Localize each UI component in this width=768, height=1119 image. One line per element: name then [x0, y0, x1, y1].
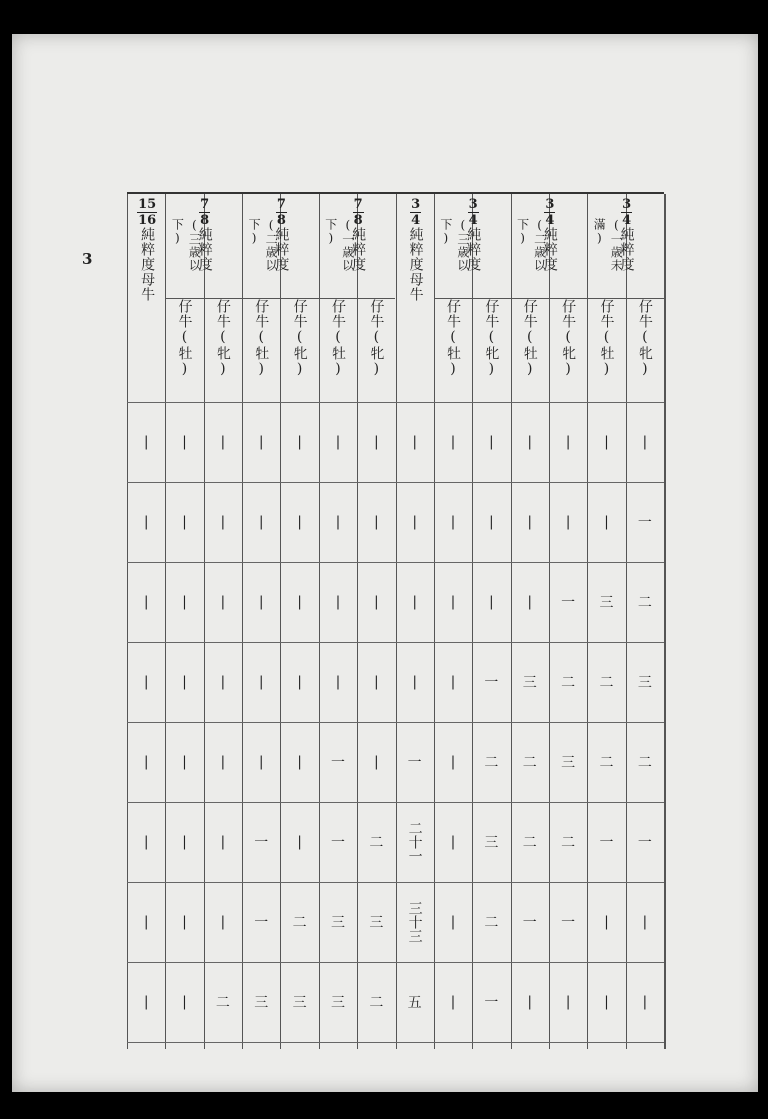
- table-cell: |: [182, 914, 187, 930]
- column-group-header: [587, 198, 665, 296]
- table-cell: |: [489, 434, 494, 450]
- table-cell: 二: [292, 915, 307, 931]
- sub-column-label: 仔牛(牝): [560, 299, 577, 378]
- table-cell: |: [297, 514, 302, 530]
- table-cell: |: [373, 674, 379, 690]
- fraction-numerator: 3: [545, 197, 555, 212]
- table-cell: 三: [484, 835, 499, 851]
- table-cell: |: [335, 594, 341, 610]
- sub-column-label: 仔牛(牡): [329, 299, 346, 378]
- table-cell: 一: [561, 915, 576, 931]
- column-group-header: [319, 198, 397, 296]
- table-cell: |: [297, 834, 302, 850]
- sub-column-header: [242, 298, 280, 395]
- fraction-numerator: 3: [411, 197, 421, 212]
- table-cell: 三: [561, 755, 576, 771]
- age-note: (二歳以下): [515, 218, 547, 272]
- table-cell: |: [220, 594, 226, 610]
- statistics-table: [127, 192, 664, 1049]
- sub-column-header: [626, 298, 664, 395]
- purity-label: 純粹度: [541, 227, 558, 272]
- age-note: (一歳未滿): [592, 218, 624, 272]
- table-cell: |: [297, 754, 302, 770]
- table-cell: 二: [561, 675, 576, 691]
- fraction-numerator: 7: [200, 197, 210, 212]
- table-cell: |: [604, 994, 609, 1010]
- table-cell: 一: [522, 915, 537, 931]
- table-cell: |: [258, 514, 264, 530]
- table-cell: 一: [637, 515, 652, 531]
- column-group-header: [127, 198, 166, 398]
- table-cell: |: [373, 754, 379, 770]
- table-cell: |: [412, 514, 418, 530]
- table-cell: |: [527, 514, 533, 530]
- fraction-denominator: 16: [138, 213, 157, 228]
- table-cell: |: [143, 434, 149, 450]
- purity-label: 純粹度: [273, 227, 290, 272]
- table-cell: |: [258, 594, 264, 610]
- fraction-numerator: 15: [138, 197, 157, 212]
- age-note: (一歳以下): [323, 218, 355, 272]
- table-cell: 二: [484, 915, 499, 931]
- table-cell: 二: [522, 835, 537, 851]
- fraction-numerator: 7: [353, 197, 363, 212]
- column-group-header: [434, 198, 512, 296]
- table-cell: |: [143, 514, 149, 530]
- table-cell: |: [143, 754, 149, 770]
- table-cell: |: [258, 434, 264, 450]
- fraction-numerator: 7: [276, 197, 286, 212]
- table-cell: 三: [254, 995, 269, 1011]
- sub-column-header: [434, 298, 472, 395]
- column-group-header: [242, 198, 320, 296]
- table-cell: |: [527, 594, 533, 610]
- table-cell: |: [642, 914, 648, 930]
- table-cell: 二: [599, 675, 614, 691]
- age-note: (二歳以下): [247, 218, 279, 272]
- table-cell: |: [565, 514, 571, 530]
- table-cell: |: [220, 434, 226, 450]
- table-cell: 一: [330, 835, 345, 851]
- table-cell: 三: [330, 995, 345, 1011]
- table-cell: |: [565, 434, 571, 450]
- table-cell: 一: [254, 915, 269, 931]
- row-rule: [127, 1042, 664, 1043]
- fraction-denominator: 4: [411, 213, 421, 228]
- table-cell: |: [604, 914, 609, 930]
- table-cell: |: [604, 434, 609, 450]
- sub-column-label: 仔牛(牝): [291, 299, 308, 378]
- table-cell: |: [335, 434, 341, 450]
- purity-label: 純粹度: [618, 227, 635, 272]
- table-cell: |: [373, 434, 379, 450]
- sub-column-header: [319, 298, 357, 395]
- table-cell: |: [143, 594, 149, 610]
- table-cell: |: [335, 514, 341, 530]
- sub-column-label: 仔牛(牡): [598, 299, 615, 378]
- table-cell: |: [450, 914, 456, 930]
- table-cell: |: [565, 994, 571, 1010]
- sub-column-header: [357, 298, 395, 395]
- table-cell: |: [450, 994, 456, 1010]
- table-cell: |: [642, 994, 648, 1010]
- document-page: [12, 34, 758, 1092]
- table-cell: 二: [369, 995, 384, 1011]
- fraction-denominator: 8: [276, 213, 286, 228]
- fraction-denominator: 8: [200, 213, 210, 228]
- table-cell: |: [297, 434, 302, 450]
- table-cell: |: [220, 674, 226, 690]
- table-cell: |: [527, 434, 533, 450]
- fraction-denominator: 4: [545, 213, 555, 228]
- table-cell: 二: [599, 755, 614, 771]
- table-cell: |: [373, 514, 379, 530]
- table-cell: |: [297, 594, 302, 610]
- purity-label: 純粹度: [350, 227, 367, 272]
- table-cell: |: [182, 754, 187, 770]
- table-cell: |: [143, 674, 149, 690]
- table-cell: 三: [330, 915, 345, 931]
- sub-column-header: [204, 298, 242, 395]
- table-cell: 一: [484, 675, 499, 691]
- table-cell: |: [143, 994, 149, 1010]
- table-cell: |: [412, 674, 418, 690]
- table-cell: 二: [637, 755, 652, 771]
- fraction-denominator: 4: [468, 213, 478, 228]
- table-cell: |: [450, 834, 456, 850]
- sub-column-header: [165, 298, 203, 395]
- table-cell: |: [450, 674, 456, 690]
- column-rule: [664, 194, 666, 1049]
- table-cell: 一: [561, 595, 576, 611]
- sub-column-header: [549, 298, 587, 395]
- fraction-numerator: 3: [468, 197, 478, 212]
- sub-column-header: [511, 298, 549, 395]
- table-cell: 三: [599, 595, 614, 611]
- fraction-numerator: 3: [622, 197, 632, 212]
- table-cell: |: [489, 594, 494, 610]
- table-cell: |: [373, 594, 379, 610]
- table-cell: |: [182, 514, 187, 530]
- age-note: (三歳以下): [438, 218, 470, 272]
- table-cell: 一: [330, 755, 345, 771]
- column-group-header: [165, 198, 243, 296]
- table-cell: 一: [599, 835, 614, 851]
- table-cell: 一: [254, 835, 269, 851]
- table-cell: 三: [369, 915, 384, 931]
- table-cell: 二: [369, 835, 384, 851]
- purity-label: 純粹度母牛: [407, 227, 424, 302]
- table-cell: 一: [637, 835, 652, 851]
- table-cell: 三: [292, 995, 307, 1011]
- column-group-header: [396, 198, 435, 398]
- table-cell: |: [182, 834, 187, 850]
- table-cell: 一: [484, 995, 499, 1011]
- purity-fraction: [137, 198, 157, 227]
- table-cell: |: [258, 754, 264, 770]
- table-cell: |: [527, 994, 533, 1010]
- table-cell: |: [297, 674, 302, 690]
- table-cell: |: [604, 514, 609, 530]
- sub-column-label: 仔牛(牡): [253, 299, 270, 378]
- table-cell: |: [143, 914, 149, 930]
- sub-column-label: 仔牛(牡): [521, 299, 538, 378]
- table-cell: 二: [215, 995, 230, 1011]
- sub-column-header: [280, 298, 318, 395]
- table-cell: |: [220, 514, 226, 530]
- table-cell: 三: [522, 675, 537, 691]
- sub-column-label: 仔牛(牝): [368, 299, 385, 378]
- sub-column-label: 仔牛(牝): [214, 299, 231, 378]
- table-cell: |: [220, 914, 226, 930]
- table-cell: 三: [637, 675, 652, 691]
- table-cell: |: [412, 594, 418, 610]
- table-cell: |: [220, 834, 226, 850]
- table-cell: 二: [637, 595, 652, 611]
- table-cell: 二: [522, 755, 537, 771]
- sub-column-label: 仔牛(牡): [445, 299, 462, 378]
- purity-label: 純粹度: [465, 227, 482, 272]
- page-number: 3: [82, 250, 93, 268]
- purity-label: 純粹度: [196, 227, 213, 272]
- table-cell: |: [182, 434, 187, 450]
- table-cell: |: [258, 674, 264, 690]
- table-cell: |: [412, 434, 418, 450]
- table-cell: 二十一: [406, 821, 423, 863]
- table-cell: 二: [561, 835, 576, 851]
- table-cell: |: [489, 514, 494, 530]
- table-cell: |: [642, 434, 648, 450]
- table-cell: |: [182, 594, 187, 610]
- table-cell: |: [450, 514, 456, 530]
- sub-column-label: 仔牛(牝): [636, 299, 653, 378]
- table-cell: |: [450, 754, 456, 770]
- table-cell: |: [182, 674, 187, 690]
- sub-column-label: 仔牛(牝): [483, 299, 500, 378]
- purity-label: 純粹度母牛: [139, 227, 156, 302]
- table-cell: |: [143, 834, 149, 850]
- fraction-denominator: 4: [622, 213, 632, 228]
- table-cell: 三十三: [406, 901, 423, 943]
- age-note: (三歳以下): [170, 218, 202, 272]
- fraction-denominator: 8: [353, 213, 363, 228]
- table-cell: 五: [407, 995, 422, 1011]
- table-cell: |: [220, 754, 226, 770]
- table-cell: 一: [407, 755, 422, 771]
- purity-fraction: [410, 198, 421, 227]
- table-cell: |: [450, 594, 456, 610]
- column-group-header: [511, 198, 589, 296]
- table-cell: |: [450, 434, 456, 450]
- sub-column-label: 仔牛(牡): [176, 299, 193, 378]
- sub-column-header: [587, 298, 625, 395]
- sub-column-header: [472, 298, 510, 395]
- table-cell: |: [182, 994, 187, 1010]
- table-cell: 二: [484, 755, 499, 771]
- table-cell: |: [335, 674, 341, 690]
